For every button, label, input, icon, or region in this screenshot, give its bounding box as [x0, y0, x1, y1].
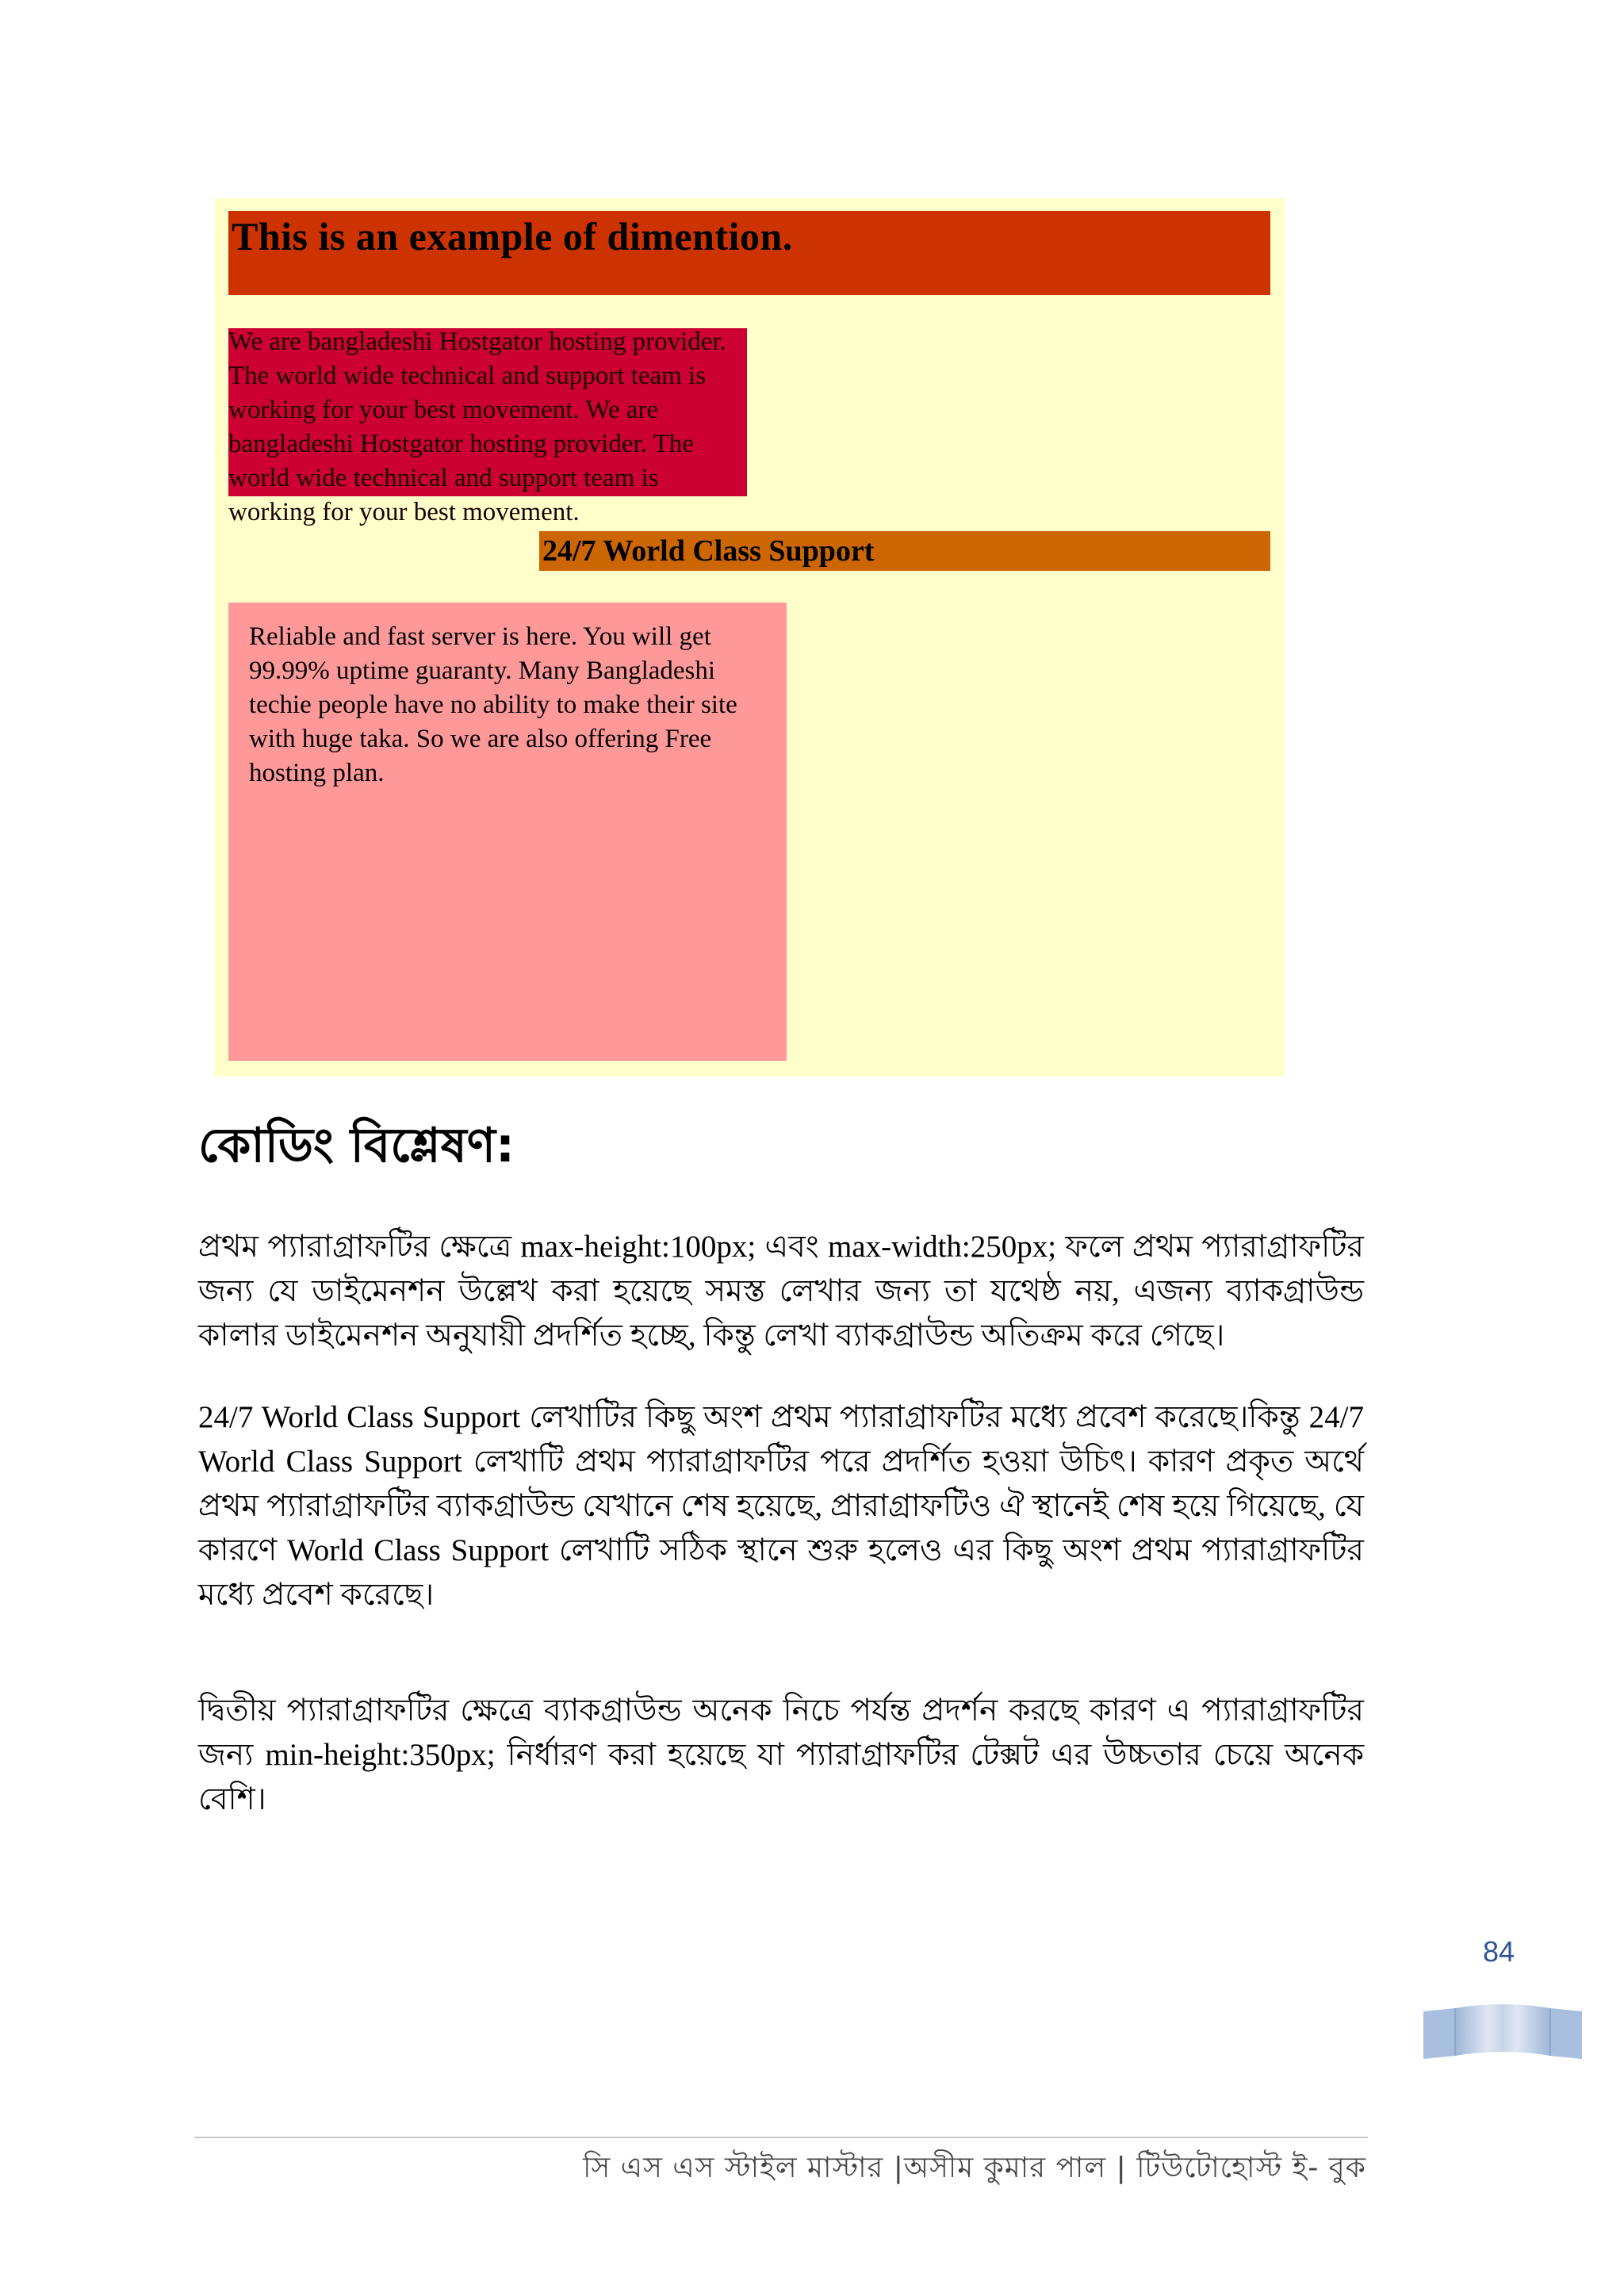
article-paragraph-3: দ্বিতীয় প্যারাগ্রাফটির ক্ষেত্রে ব্যাকগ্রাউন্ড অনেক নিচে পর্যন্ত প্রদর্শন করছে কারণ এ প্যারাগ্রাফটির জন্য min-height:350px; নির্ধারণ করা হয়েছে যা প্যারাগ্রাফটির টেক্সট এর উচ্চতার চেয়ে অনেক বেশি। [198, 1693, 1364, 1816]
demo-support-heading: 24/7 World Class Support [539, 531, 1270, 571]
demo-heading: This is an example of dimention. [228, 211, 1270, 295]
page-number: 84 [1482, 1935, 1515, 1968]
demo-paragraph2: Reliable and fast server is here. You will get 99.99% uptime guaranty. Many Bangladeshi techie people have no ability to make their site with huge taka. So we are also offering Free hosting plan. [228, 603, 787, 1061]
page-ribbon-icon [1423, 2002, 1582, 2065]
section-title: কোডিং বিশ্লেষণ: [198, 1118, 515, 1173]
css-demo-screenshot [214, 198, 1285, 1077]
article-paragraph-1: প্রথম প্যারাগ্রাফটির ক্ষেত্রে max-height:100px; এবং max-width:250px; ফলে প্রথম প্যারাগ্রাফটির জন্য যে ডাইমেনশন উল্লেখ করা হয়েছে সমস্ত লেখার জন্য তা যথেষ্ঠ নয়, এজন্য ব্যাকগ্রাউন্ড কালার ডাইমেনশন অনুযায়ী প্রদর্শিত হচ্ছে, কিন্তু লেখা ব্যাকগ্রাউন্ড অতিক্রম করে গেছে। [198, 1230, 1364, 1353]
footer-divider [194, 2137, 1368, 2138]
footer-text: সি এস এস স্টাইল মাস্টার |অসীম কুমার পাল | টিউটোহোস্ট ই- বুক [583, 2152, 1366, 2184]
demo-paragraph1: We are bangladeshi Hostgator hosting provider. The world wide technical and support team is working for your best movement. We are bangladeshi Hostgator hosting provider. The world wide technical and support team is working for your best movement. [228, 327, 726, 526]
article-paragraph-2: 24/7 World Class Support লেখাটির কিছু অংশ প্রথম প্যারাগ্রাফটির মধ্যে প্রবেশ করেছে।কিন্তু 24/7 World Class Support লেখাটি প্রথম প্যারাগ্রাফটির পরে প্রদর্শিত হওয়া উচিৎ। কারণ প্রকৃত অর্থে প্রথম প্যারাগ্রাফটির ব্যাকগ্রাউন্ড যেখানে শেষ হয়েছে, প্রারাগ্রাফটিও ঐ স্থানেই শেষ হয়ে গিয়েছে, যে কারণে World Class Support লেখাটি সঠিক স্থানে শুরু হলেও এর কিছু অংশ প্রথম প্যারাগ্রাফটির মধ্যে প্রবেশ করেছে। [198, 1400, 1364, 1612]
